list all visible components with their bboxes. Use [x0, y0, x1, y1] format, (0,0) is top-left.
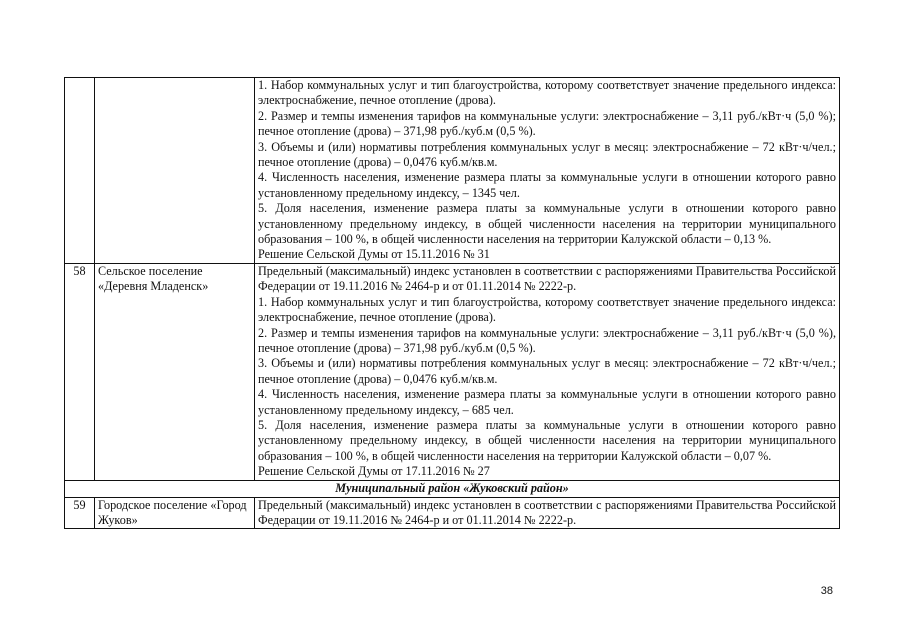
- index-paragraph: Предельный (максимальный) индекс установлен в соответствии с распоряжениями Правительства Российской Федерации от 19.11.2016 № 2464-р и от 01.11.2014 № 2222-р.: [258, 497, 836, 527]
- table-row: [65, 263, 840, 480]
- index-paragraph: 5. Доля населения, изменение размера платы за коммунальные услуги в отношении которого равно установленному предельному индексу, в общей численности населения на территории муниципального образования – 100 %, в общей численности населения на территории Калужской области – 0,13 %.: [258, 201, 836, 247]
- section-header-row: [65, 480, 840, 497]
- index-details: [255, 263, 840, 480]
- row-number: 58: [65, 263, 95, 480]
- decision-reference: Решение Сельской Думы от 15.11.2016 № 31: [258, 247, 490, 262]
- index-details: [255, 497, 840, 529]
- row-number: [65, 78, 95, 264]
- index-paragraph: 1. Набор коммунальных услуг и тип благоустройства, которому соответствует значение предельного индекса: электроснабжение, печное отопление (дрова).: [258, 294, 836, 325]
- table-row: [65, 78, 840, 264]
- index-details: [255, 78, 840, 264]
- index-paragraph: 4. Численность населения, изменение размера платы за коммунальные услуги в отношении которого равно установленному предельному индексу, – 1345 чел.: [258, 170, 836, 200]
- decision-reference: Решение Сельской Думы от 17.11.2016 № 27: [258, 464, 490, 479]
- index-paragraph: 3. Объемы и (или) нормативы потребления коммунальных услуг в месяц: электроснабжение – 72 кВт·ч/чел.; печное отопление (дрова) – 0,0476 куб.м/кв.м.: [258, 356, 836, 386]
- index-paragraph: 2. Размер и темпы изменения тарифов на коммунальные услуги: электроснабжение – 3,11 руб./кВт·ч (5,0 %), печное отопление (дрова) – 371,98 руб./куб.м (0,5 %).: [258, 325, 836, 355]
- settlement-name: [95, 78, 255, 264]
- index-paragraph: Предельный (максимальный) индекс установлен в соответствии с распоряжениями Правительства Российской Федерации от 19.11.2016 № 2464-р и от 01.11.2014 № 2222-р.: [258, 263, 836, 294]
- settlement-name: Сельское поселение «Деревня Младенск»: [95, 263, 255, 480]
- tariff-index-table: [64, 77, 840, 529]
- table-row: [65, 497, 840, 529]
- index-paragraph: 4. Численность населения, изменение размера платы за коммунальные услуги в отношении которого равно установленному предельному индексу, – 685 чел.: [258, 387, 836, 417]
- index-paragraph: 5. Доля населения, изменение размера платы за коммунальные услуги в отношении которого равно установленному предельному индексу, в общей численности населения на территории муниципального образования – 100 %, в общей численности населения на территории Калужской области – 0,07 %.: [258, 417, 836, 463]
- row-number: 59: [65, 497, 95, 529]
- district-title: Муниципальный район «Жуковский район»: [65, 480, 840, 497]
- index-paragraph: 2. Размер и темпы изменения тарифов на коммунальные услуги: электроснабжение – 3,11 руб./кВт·ч (5,0 %); печное отопление (дрова) – 371,98 руб./куб.м (0,5 %).: [258, 108, 836, 139]
- index-paragraph: 1. Набор коммунальных услуг и тип благоустройства, которому соответствует значение предельного индекса: электроснабжение, печное отопление (дрова).: [258, 78, 836, 108]
- index-paragraph: 3. Объемы и (или) нормативы потребления коммунальных услуг в месяц: электроснабжение – 72 кВт·ч/чел.; печное отопление (дрова) – 0,0476 куб.м/кв.м.: [258, 139, 836, 170]
- page-number: 38: [820, 585, 833, 597]
- settlement-name: Городское поселение «Город Жуков»: [95, 497, 255, 529]
